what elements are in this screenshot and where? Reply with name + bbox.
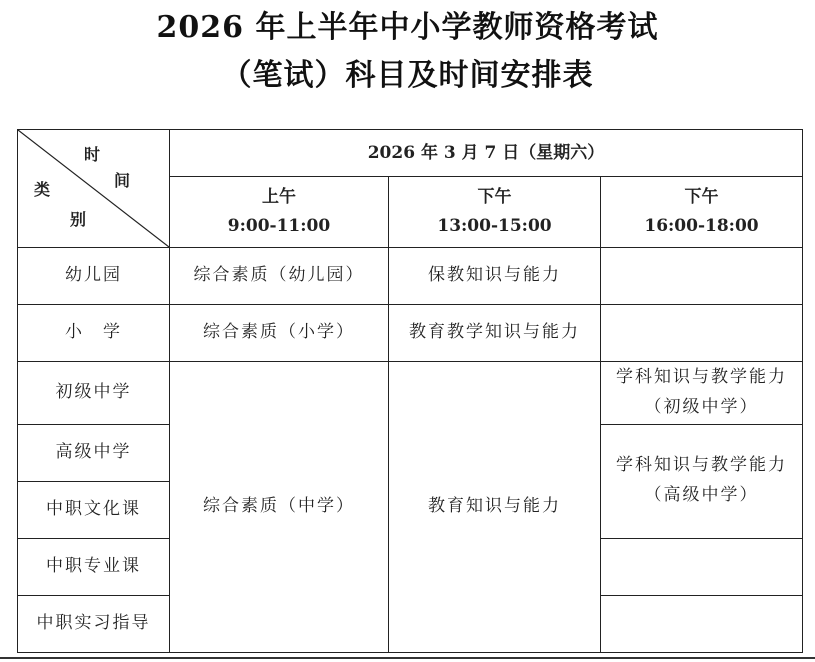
session-period: 上午 <box>262 187 296 208</box>
subject-senior-discipline <box>601 425 803 539</box>
subject-secondary-education-knowledge: 教育知识与能力 <box>389 362 601 653</box>
schedule-table <box>17 129 803 653</box>
subject-primary-teaching-knowledge: 教育教学知识与能力 <box>389 305 601 362</box>
subject-kindergarten-care-education: 保教知识与能力 <box>389 248 601 305</box>
session-time: 9:00-11:00 <box>227 216 331 236</box>
category-junior: 初级中学 <box>18 362 170 425</box>
subject-primary-comprehensive: 综合素质（小学） <box>170 305 389 362</box>
subject-junior-discipline <box>601 362 803 425</box>
corner-label-time-2: 间 <box>114 171 131 190</box>
subject-line: 学科知识与教学能力 <box>616 367 787 388</box>
corner-header-cell <box>18 130 170 248</box>
table-row-primary <box>18 305 803 362</box>
subject-line: （初级中学） <box>644 397 759 417</box>
subject-kindergarten-comprehensive: 综合素质（幼儿园） <box>170 248 389 305</box>
category-primary: 小 学 <box>18 305 170 362</box>
subject-line: 学科知识与教学能力 <box>616 455 787 475</box>
session-time: 16:00-18:00 <box>644 216 759 236</box>
corner-label-category-1: 类 <box>34 180 51 199</box>
bottom-divider <box>0 657 815 659</box>
empty-cell <box>601 596 803 653</box>
corner-label-category-2: 别 <box>70 210 87 229</box>
category-senior: 高级中学 <box>18 425 170 482</box>
page-title-line-1: 2026 年上半年中小学教师资格考试 <box>156 10 659 45</box>
table-row-kindergarten <box>18 248 803 305</box>
empty-cell <box>601 305 803 362</box>
category-vocational-practice: 中职实习指导 <box>18 596 170 653</box>
page-title-line-2: （笔试）科目及时间安排表 <box>221 58 594 93</box>
session-header-morning <box>170 177 389 248</box>
category-vocational-culture: 中职文化课 <box>18 482 170 539</box>
table-header-row-date <box>18 130 803 177</box>
subject-secondary-comprehensive: 综合素质（中学） <box>170 362 389 653</box>
empty-cell <box>601 248 803 305</box>
session-header-afternoon-2 <box>601 177 803 248</box>
category-vocational-major: 中职专业课 <box>18 539 170 596</box>
corner-label-time-1: 时 <box>84 145 101 164</box>
empty-cell <box>601 539 803 596</box>
subject-line: （高级中学） <box>644 484 759 505</box>
session-period: 下午 <box>684 187 719 208</box>
session-header-afternoon-1 <box>389 177 601 248</box>
table-row-junior <box>18 362 803 425</box>
date-header: 2026 年 3 月 7 日（星期六） <box>170 130 803 177</box>
session-time: 13:00-15:00 <box>437 216 552 236</box>
session-period: 下午 <box>477 187 512 208</box>
category-kindergarten: 幼儿园 <box>18 248 170 305</box>
